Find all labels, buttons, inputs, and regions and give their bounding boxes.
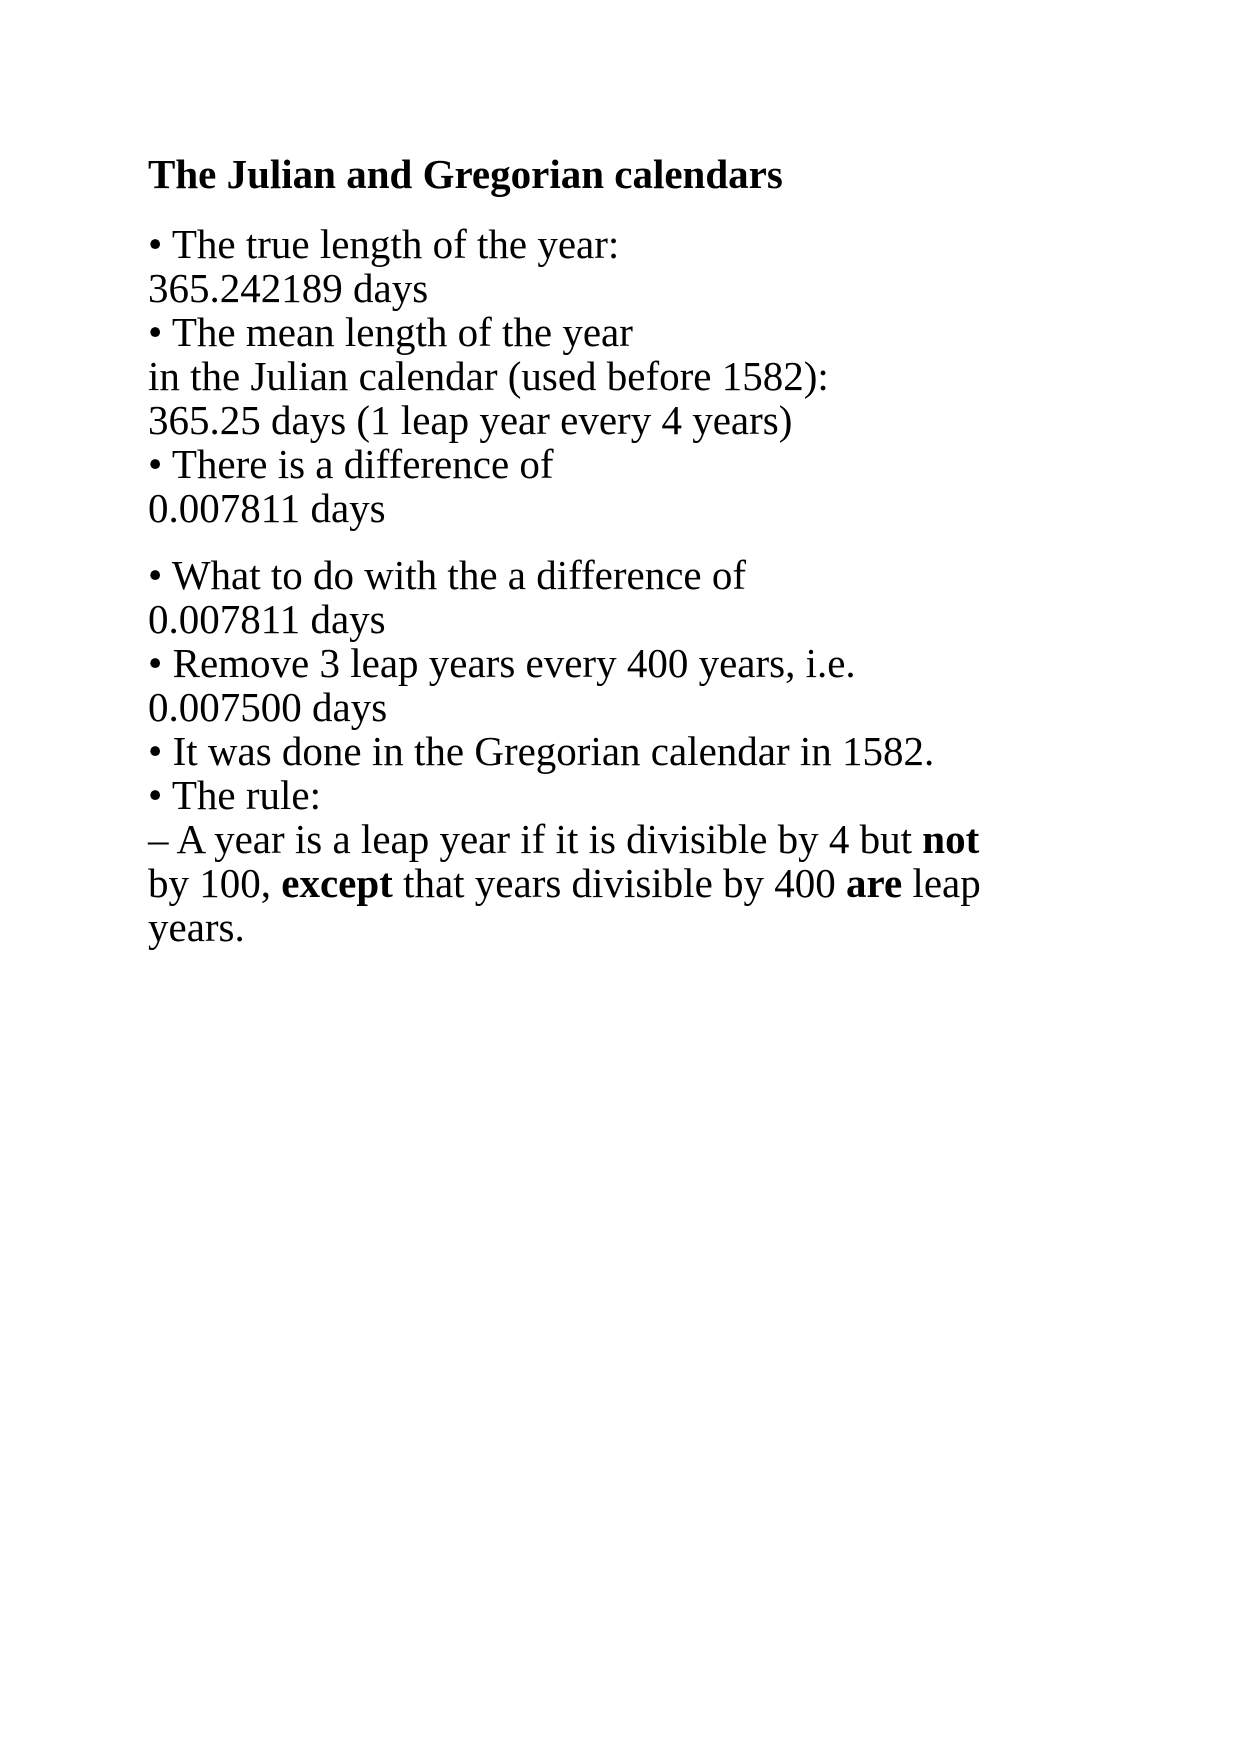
text-line: • What to do with the a difference of bbox=[148, 552, 747, 598]
text-line: 365.242189 days bbox=[148, 265, 429, 311]
text-line: • The rule: bbox=[148, 772, 321, 818]
text-line: • The true length of the year: bbox=[148, 221, 620, 267]
text-line: • The mean length of the year bbox=[148, 309, 633, 355]
text-line: in the Julian calendar (used before 1582): bbox=[148, 353, 829, 399]
rule-text: – A year is a leap year if it is divisible by 4 but bbox=[148, 816, 923, 862]
text-line: 0.007500 days bbox=[148, 684, 388, 730]
rule-text: by 100, bbox=[148, 860, 282, 906]
text-line: 0.007811 days bbox=[148, 596, 386, 642]
rule-emphasis-except: except bbox=[281, 860, 393, 906]
rule-emphasis-not: not bbox=[922, 816, 980, 862]
text-line: • Remove 3 leap years every 400 years, i.e. bbox=[148, 640, 856, 686]
rule-line-2 bbox=[148, 859, 981, 907]
rule-line-3: years. bbox=[148, 904, 245, 950]
rule-emphasis-are: are bbox=[846, 860, 903, 906]
text-line: 365.25 days (1 leap year every 4 years) bbox=[148, 397, 793, 443]
rule-text: leap bbox=[902, 860, 981, 906]
page-title: The Julian and Gregorian calendars bbox=[148, 151, 783, 197]
text-line: 0.007811 days bbox=[148, 485, 386, 531]
rule-line-1 bbox=[148, 815, 979, 863]
rule-text: that years divisible by 400 bbox=[392, 860, 847, 906]
text-line: • There is a difference of bbox=[148, 441, 554, 487]
text-line: • It was done in the Gregorian calendar in 1582. bbox=[148, 728, 935, 774]
